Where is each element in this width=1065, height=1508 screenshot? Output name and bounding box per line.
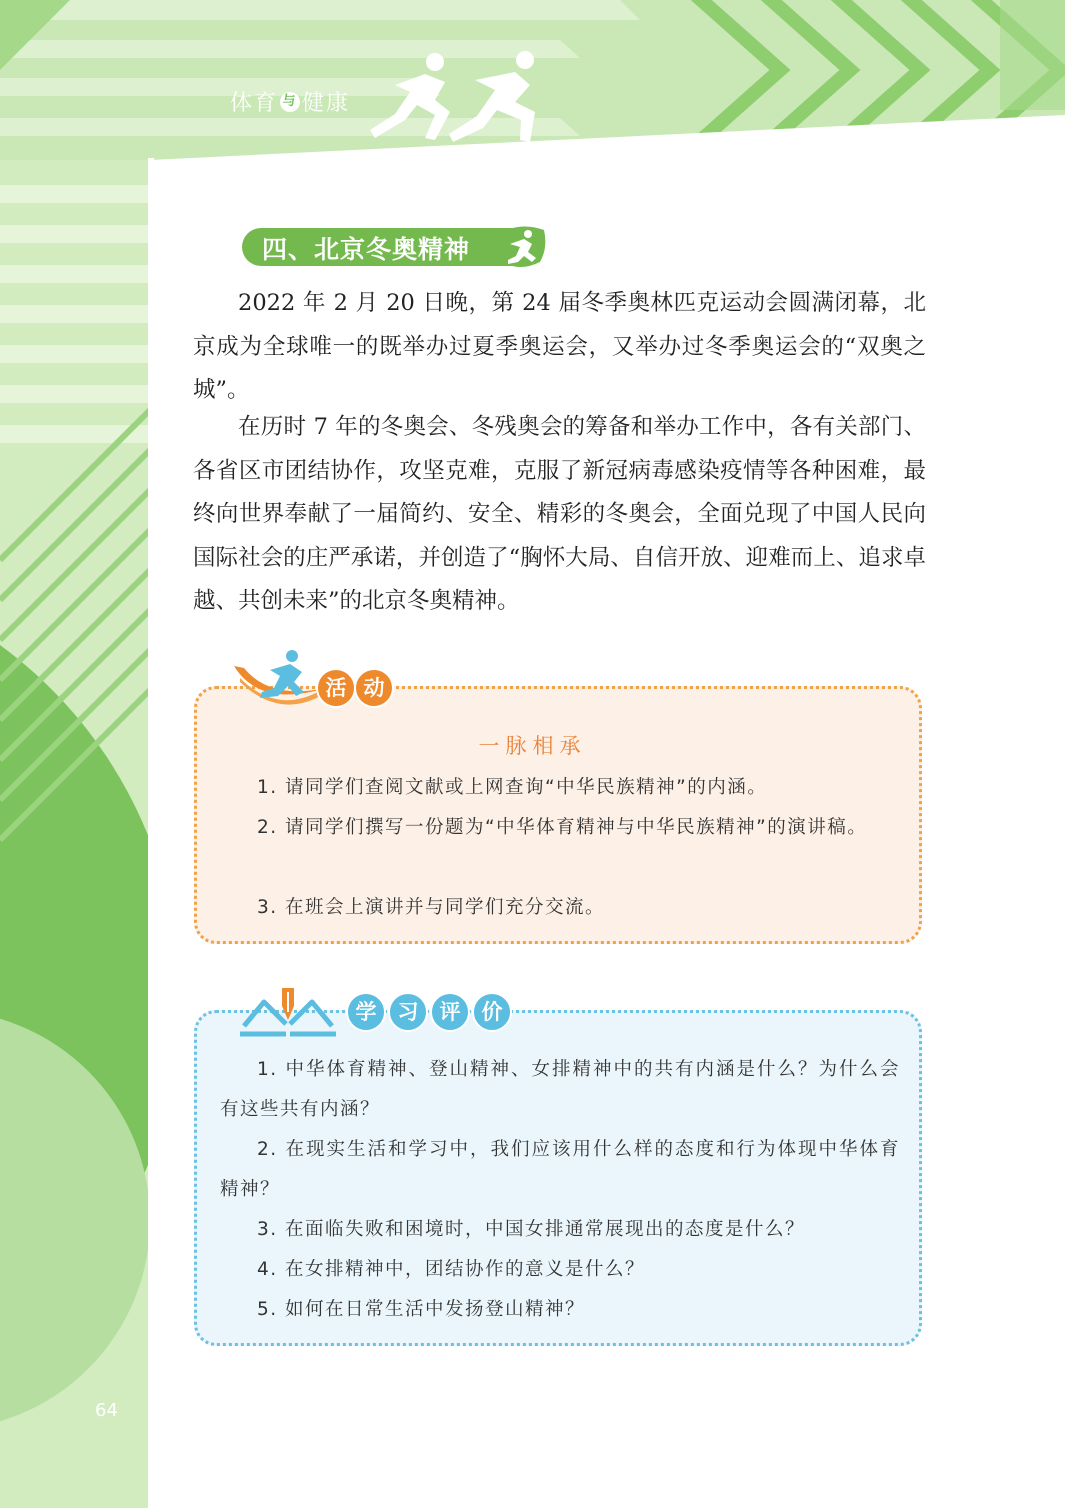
activity-label-char-2: 动 [354, 668, 394, 708]
evaluation-item-4: 4. 在女排精神中，团结协作的意义是什么？ [257, 1259, 646, 1280]
activity-item-2: 2. 请同学们撰写一份题为“中华体育精神与中华民族精神”的演讲稿。 [257, 817, 868, 838]
paragraph-1: 2022 年 2 月 20 日晚，第 24 届冬季奥林匹克运动会圆满闭幕，北京成为全球唯一的既举办过夏季奥运会，又举办过冬季奥运会的“双奥之城”。 [193, 290, 926, 403]
section-title: 四、北京冬奥精神 [262, 235, 471, 264]
runner-badge-icon [496, 222, 548, 270]
paragraph-2: 在历时 7 年的冬奥会、冬残奥会的筹备和举办工作中，各有关部门、各省区市团结协作，攻坚克难，克服了新冠病毒感染疫情等各种困难，最终向世界奉献了一届简约、安全、精彩的冬奥会，全面兑现了中国人民向国际社会的庄严承诺，并创造了“胸怀大局、自信开放、迎难而上、追求卓越、共创未来”的北京冬奥精神。 [193, 414, 926, 614]
activity-label-char-1: 活 [316, 668, 356, 708]
runner-icon [365, 50, 555, 150]
evaluation-label-char-4: 价 [472, 992, 512, 1032]
page-number: 64 [95, 1400, 118, 1421]
activity-item-1: 1. 请同学们查阅文献或上网查询“中华民族精神”的内涵。 [257, 777, 768, 798]
header-title-connector: 与 [280, 92, 300, 112]
evaluation-item-2: 2. 在现实生活和学习中，我们应该用什么样的态度和行为体现中华体育精神？ [220, 1139, 900, 1200]
activity-heading: 一脉相承 [478, 734, 587, 758]
evaluation-item-1: 1. 中华体育精神、登山精神、女排精神中的共有内涵是什么？为什么会有这些共有内涵？ [220, 1059, 900, 1120]
evaluation-label-char-2: 习 [388, 992, 428, 1032]
evaluation-label-char-3: 评 [430, 992, 470, 1032]
header-title-part1: 体育 [230, 91, 279, 116]
evaluation-item-3: 3. 在面临失败和困境时，中国女排通常展现出的态度是什么？ [257, 1219, 806, 1240]
open-book-pen-icon [238, 982, 338, 1038]
header-title [230, 86, 350, 117]
activity-item-3: 3. 在班会上演讲并与同学们充分交流。 [257, 897, 606, 918]
header-title-part2: 健康 [302, 91, 351, 116]
evaluation-label-char-1: 学 [346, 992, 386, 1032]
activity-runner-icon [230, 648, 330, 714]
evaluation-item-5: 5. 如何在日常生活中发扬登山精神？ [257, 1299, 586, 1320]
